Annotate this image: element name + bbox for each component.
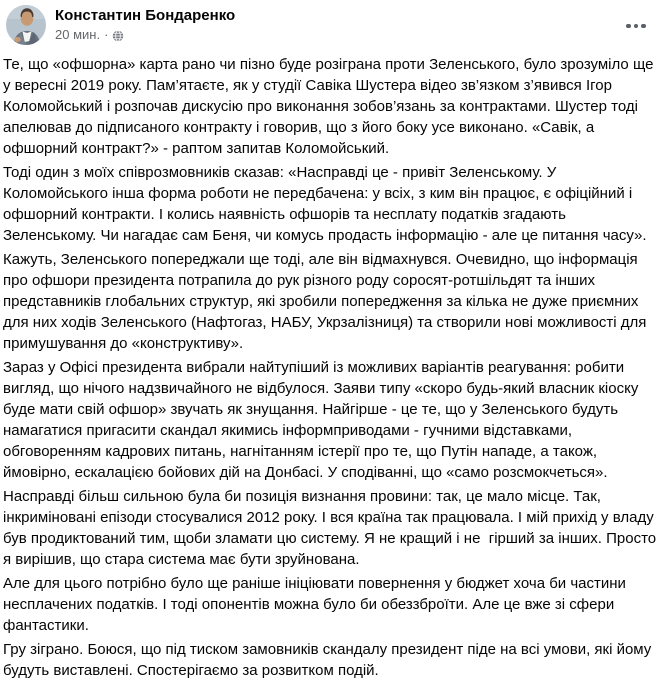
post-paragraph: Кажуть, Зеленського попереджали ще тоді, але він відмахнувся. Очевидно, що інформація про офшори президента потрапила до рук різного роду соросят-ротшільдят та інших представників глобальних структур, які зробили попередження за кілька не дуже приємних для них ходів Зеленського (Нафтогаз, НАБУ, Укрзалізниця) та створили нові можливості для примушування до «конструктиву». [3, 251, 651, 352]
ellipsis-icon [626, 24, 646, 29]
post-paragraph: Але для цього потрібно було ще раніше ініціювати повернення у бюджет хоча би частини несплачених податків. І тоді опонентів можна було би обеззброїти. Але це вже зі сфери фантастики. [3, 575, 631, 634]
timestamp[interactable]: 20 мин. [55, 27, 101, 42]
meta-separator: · [104, 27, 109, 42]
post-paragraph: Насправді більш сильною була би позиція визнання провини: так, це мало місце. Так, інкриміновані епізоди стосувалися 2012 року. І вся країна так працювала. І мій прихід у владу був продиктований тим, щоби зламати цю систему. Я не кращий і не гірший за інших. Просто я вирішив, що стара система має бути зруйнована. [3, 488, 661, 568]
post-paragraph: Тоді один з моїх співрозмовників сказав: «Насправді це - привіт Зеленському. У Коломойського інша форма роботи не передбачена: у всіх, з ким він працює, є офіційний і офшорний контракти. І колись наявність офшорів та несплату податків згадають Зеленському. Чи нагадає сам Беня, чи комусь продасть інформацію - але це питання часу». [3, 164, 647, 244]
more-options-button[interactable] [620, 15, 652, 37]
post-header-info [55, 5, 235, 43]
post-paragraph: Те, що «офшорна» карта рано чи пізно буде розіграна проти Зеленського, було зрозуміло ще у вересні 2019 року. Пам’ятаєте, як у студії Савіка Шустера відео зв’язком з’явився Ігор Коломойський і розпочав дискусію про виконання зобов’язань за контрактами. Шустер тоді апелював до підписаного контракту і говорив, що з його боку усе виконано. «Савік, а офшорний контракт?» - раптом запитав Коломойський. [3, 56, 658, 157]
avatar-photo-icon [6, 5, 46, 45]
post-meta [55, 27, 235, 43]
post-paragraph: Гру зіграно. Боюся, що під тиском замовників скандалу президент піде на всі умови, які йому будуть виставлені. Спостерігаємо за розвитком подій. [3, 641, 656, 679]
post-header [0, 0, 661, 45]
author-name[interactable]: Константин Бондаренко [55, 7, 236, 24]
post-body [0, 45, 661, 681]
post-paragraph: Зараз у Офісі президента вибрали найтупіший із можливих варіантів реагування: робити вигляд, що нічого надзвичайного не відбулося. Заяви типу «скоро будь-який власник кіоску буде мати свій офшор» звучать як знущання. Найгірше - це те, що у Зеленського будуть намагатися пригасити скандал якимись інформприводами - гучними відставками, обговоренням кадрових питань, нагнітанням істерії про те, що Путін нападе, а також, ймовірно, ескалацією бойових дій на Донбасі. У сподіванні, що «само розсмокчеться». [3, 359, 643, 481]
avatar[interactable] [6, 5, 46, 45]
globe-icon [112, 30, 124, 42]
